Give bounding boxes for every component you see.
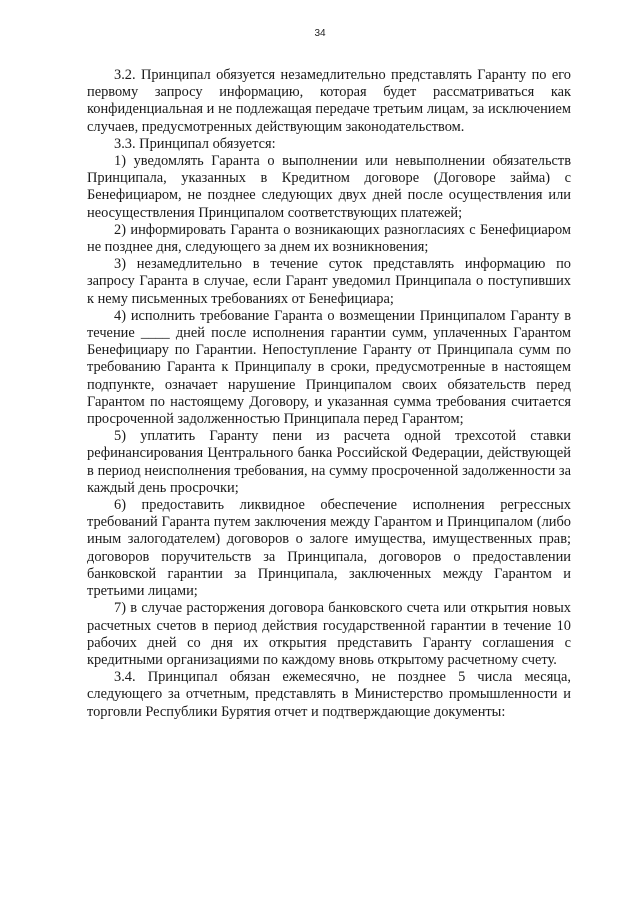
paragraph-3-4: 3.4. Принципал обязан ежемесячно, не позднее 5 числа месяца, следующего за отчетным, представлять в Министерство промышленности и торговли Республики Бурятия отчет и подтверждающие документы: — [87, 669, 571, 720]
list-item-4: 4) исполнить требование Гаранта о возмещении Принципалом Гаранту в течение ____ дней после исполнения гарантии сумм, уплаченных Гарантом Бенефициару по Гарантии. Непоступление Гаранту от Принципала сумм по требованию Гаранта к Принципалу в сроки, предусмотренные в настоящем подпункте, означает нарушение Принципалом своих обязательств перед Гарантом по настоящему Договору, и указанная сумма требования считается просроченной задолженностью Принципала перед Гарантом; — [87, 307, 571, 428]
list-item-6: 6) предоставить ликвидное обеспечение исполнения регрессных требований Гаранта путем заключения между Гарантом и Принципалом (либо иным залогодателем) договоров о залоге имущества, имущественных прав; договоров поручительств за Принципала, договоров о предоставлении банковской гарантии за Принципала, заключенных между Гарантом и третьими лицами; — [87, 497, 571, 600]
list-item-7: 7) в случае расторжения договора банковского счета или открытия новых расчетных счетов в период действия государственной гарантии в течение 10 рабочих дней со дня их открытия представить Гаранту соглашения с кредитными организациями по каждому вновь открытому расчетному счету. — [87, 600, 571, 668]
page-number: 34 — [314, 28, 326, 39]
list-item-1: 1) уведомлять Гаранта о выполнении или невыполнении обязательств Принципала, указанных в Кредитном договоре (Договоре займа) с Бенефициаром, не позднее следующих двух дней после осуществления или неосуществления Принципалом соответствующих платежей; — [87, 153, 571, 221]
paragraph-3-2: 3.2. Принципал обязуется незамедлительно представлять Гаранту по его первому запросу информацию, которая будет рассматриваться как конфиденциальная и не подлежащая передаче третьим лицам, за исключением случаев, предусмотренных действующим законодательством. — [87, 67, 571, 135]
list-item-3: 3) незамедлительно в течение суток представлять информацию по запросу Гаранта в случае, если Гарант уведомил Принципала о поступивших к нему письменных требованиях от Бенефициара; — [87, 256, 571, 307]
list-item-2: 2) информировать Гаранта о возникающих разногласиях с Бенефициаром не позднее дня, следующего за днем их возникновения; — [87, 221, 571, 256]
document-body — [87, 67, 571, 721]
list-item-5: 5) уплатить Гаранту пени из расчета одной трехсотой ставки рефинансирования Центрального банка Российской Федерации, действующей в период неисполнения требования, на сумму просроченной задолженности за каждый день просрочки; — [87, 428, 571, 496]
paragraph-3-3-heading: 3.3. Принципал обязуется: — [114, 135, 276, 152]
